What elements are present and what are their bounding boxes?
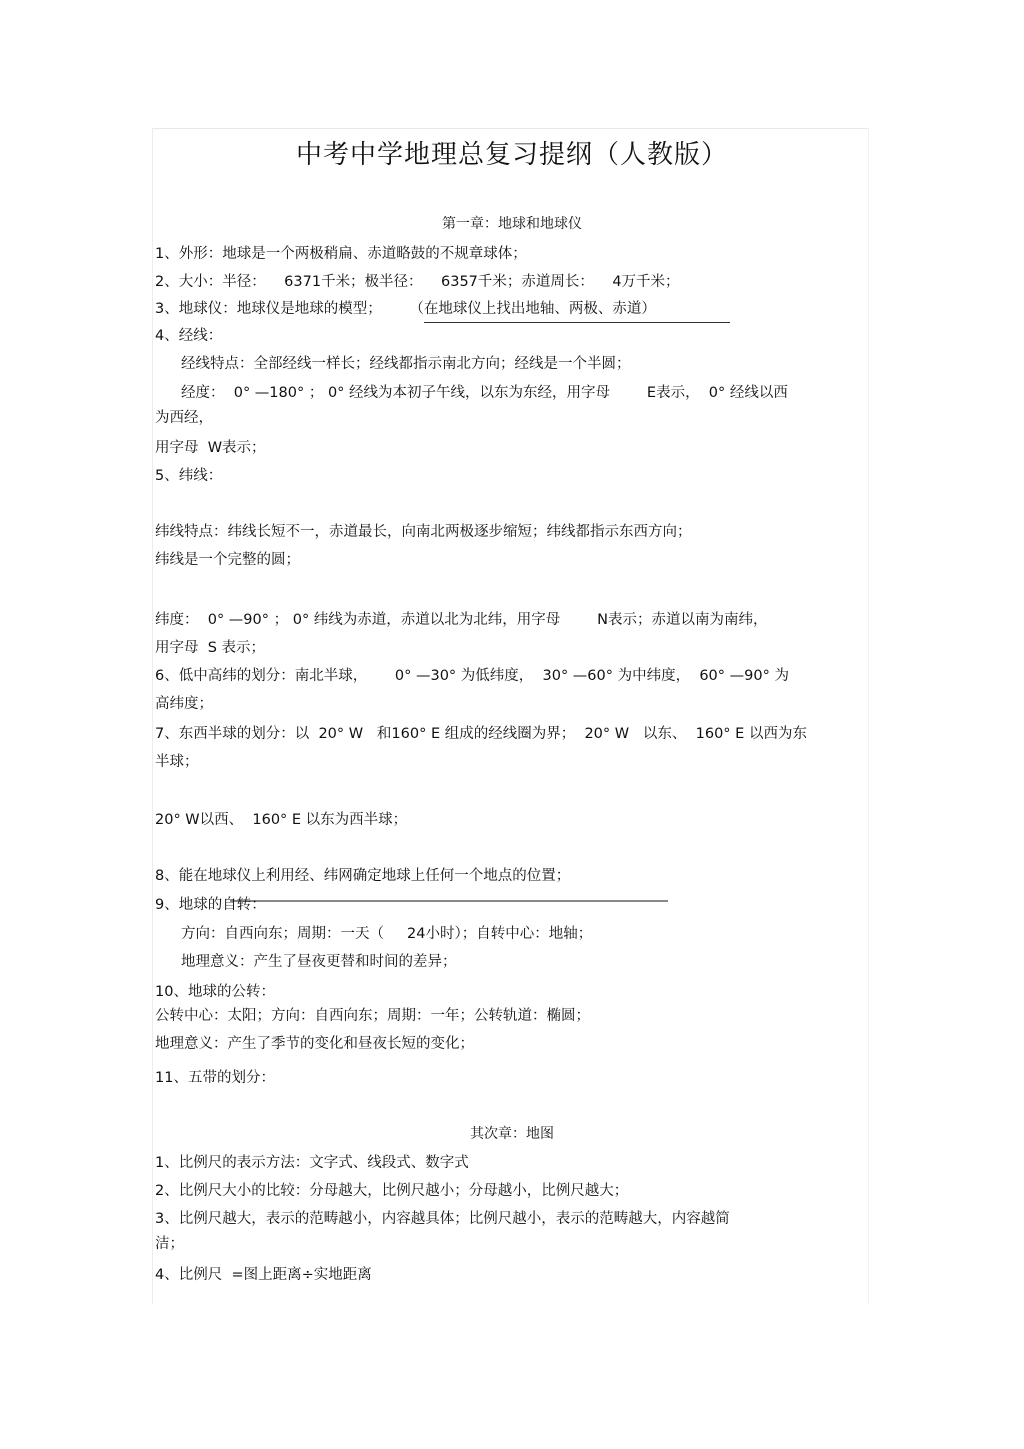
text-line: 1、比例尺的表示方法：文字式、线段式、数字式: [155, 1155, 469, 1171]
text-line: 经度： 0° —180° ； 0° 经线为本初子午线，以东为东经，用字母 E表示， 0° 经线以西: [181, 385, 788, 401]
strike-rule: [230, 900, 668, 902]
text-line: 纬线是一个完整的圆；: [155, 552, 300, 568]
text-line: 地理意义：产生了季节的变化和昼夜长短的变化；: [155, 1036, 474, 1052]
text-line: 方向：自西向东；周期：一天（ 24小时）；自转中心：地轴；: [181, 926, 593, 942]
text-line: 4、比例尺 =图上距离÷实地距离: [155, 1267, 372, 1283]
chapter-2-heading: 其次章：地图: [470, 1126, 554, 1142]
text-line: 地理意义：产生了昼夜更替和时间的差异；: [181, 954, 457, 970]
text-line: 半球；: [155, 754, 199, 770]
text-line: 纬线特点：纬线长短不一，赤道最长，向南北两极逐步缩短；纬线都指示东西方向；: [155, 524, 692, 540]
text-line: 公转中心：太阳；方向：自西向东；周期：一年；公转轨道：椭圆；: [155, 1008, 590, 1024]
text-line: 11、五带的划分：: [155, 1070, 275, 1086]
text-line: 高纬度；: [155, 696, 213, 712]
document-title: 中考中学地理总复习提纲（人教版）: [295, 140, 728, 170]
text-line: 用字母 W表示；: [155, 440, 266, 456]
text-line: 2、大小：半径： 6371千米；极半径： 6357千米；赤道周长： 4万千米；: [155, 274, 680, 290]
text-line: 3、比例尺越大，表示的范畴越小，内容越具体；比例尺越小，表示的范畴越大，内容越简: [155, 1211, 730, 1227]
text-line: 洁；: [155, 1236, 184, 1252]
text-line: 为西经，: [155, 410, 213, 426]
text-line: 3、地球仪：地球仪是地球的模型； （在地球仪上找出地轴、两极、赤道）: [155, 301, 656, 317]
text-line: 9、地球的自转：: [155, 897, 266, 913]
underline-rule: [424, 322, 730, 323]
text-line: 20° W以西、 160° E 以东为西半球；: [155, 812, 408, 828]
text-line: 纬度： 0° —90° ； 0° 纬线为赤道，赤道以北为北纬，用字母 N表示；赤道以南为南纬，: [155, 612, 768, 628]
text-line: 6、低中高纬的划分：南北半球， 0° —30° 为低纬度， 30° —60° 为中纬度， 60° —90° 为: [155, 668, 789, 684]
page-border-top: [152, 128, 868, 129]
text-line: 8、能在地球仪上利用经、纬网确定地球上任何一个地点的位置；: [155, 868, 571, 884]
text-line: 经线特点：全部经线一样长；经线都指示南北方向；经线是一个半圆；: [181, 356, 631, 372]
text-line: 7、东西半球的划分：以 20° W 和160° E 组成的经线圈为界； 20° W 以东、 160° E 以西为东: [155, 726, 807, 742]
chapter-1-heading: 第一章：地球和地球仪: [442, 216, 582, 232]
text-line: 10、地球的公转：: [155, 984, 275, 1000]
text-line: 用字母 S 表示；: [155, 640, 266, 656]
text-line: 1、外形：地球是一个两极稍扁、赤道略鼓的不规章球体；: [155, 246, 527, 262]
text-line: 5、纬线：: [155, 468, 223, 484]
text-line: 4、经线：: [155, 328, 223, 344]
text-line: 2、比例尺大小的比较：分母越大，比例尺越小；分母越小，比例尺越大；: [155, 1183, 629, 1199]
